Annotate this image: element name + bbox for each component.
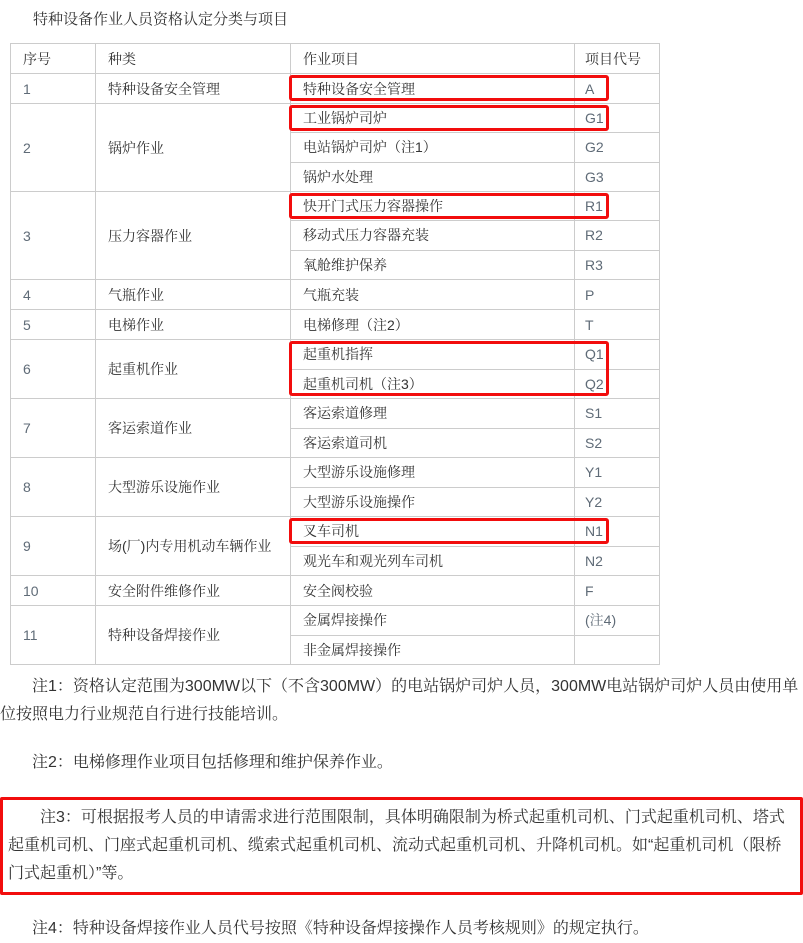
- code-cell: R1: [585, 198, 603, 215]
- code-cell: A: [585, 80, 595, 97]
- project-cell: 大型游乐设施修理: [291, 458, 575, 487]
- column-header: 项目代号: [585, 50, 641, 67]
- row-number-cell: 1: [11, 74, 96, 103]
- project-subrow: [291, 576, 659, 605]
- page-title: 特种设备作业人员资格认定分类与项目: [33, 11, 289, 28]
- project-cell: 非金属焊接操作: [291, 636, 575, 665]
- table-row: [11, 310, 659, 340]
- qualification-table: [10, 43, 660, 665]
- code-cell: P: [585, 286, 595, 303]
- project-cell: 气瓶充装: [291, 280, 575, 309]
- project-subrow: [291, 370, 659, 399]
- column-header: 种类: [96, 44, 291, 73]
- category-cell: 特种设备安全管理: [96, 74, 291, 103]
- table-row: [11, 340, 659, 399]
- code-cell: N2: [585, 552, 603, 569]
- project-subrow: [291, 133, 659, 162]
- project-subrow: [291, 488, 659, 517]
- table-row: [11, 606, 659, 664]
- row-number-cell: 7: [11, 399, 96, 457]
- table-row: [11, 192, 659, 280]
- project-subrow: [291, 280, 659, 309]
- code-cell: G1: [585, 110, 604, 127]
- table-row: [11, 399, 659, 458]
- project-cell: 移动式压力容器充装: [291, 221, 575, 249]
- column-header: 序号: [11, 44, 96, 73]
- page: [0, 8, 803, 937]
- project-cell: 观光车和观光列车司机: [291, 547, 575, 576]
- category-cell: 大型游乐设施作业: [96, 458, 291, 516]
- table-row: [11, 74, 659, 104]
- note-paragraph: 注4：特种设备焊接作业人员代号按照《特种设备焊接操作人员考核规则》的规定执行。: [32, 920, 649, 937]
- table-header-row: [11, 44, 659, 74]
- category-cell: 安全附件维修作业: [96, 576, 291, 605]
- note-highlight-box: 注3：可根据报考人员的申请需求进行范围限制，具体明确限制为桥式起重机司机、门式起重机司机、塔式起重机司机、门座式起重机司机、缆索式起重机司机、流动式起重机司机、升降机司机。如“起重机司机（限桥门式起重机）”等。: [0, 797, 803, 895]
- category-cell: 场(厂)内专用机动车辆作业: [96, 517, 291, 575]
- code-cell: G3: [585, 168, 604, 185]
- project-cell: 客运索道司机: [291, 429, 575, 458]
- row-number-cell: 8: [11, 458, 96, 516]
- code-cell: Q2: [585, 375, 604, 392]
- category-cell: 电梯作业: [96, 310, 291, 339]
- code-cell: R3: [585, 256, 603, 273]
- project-subrows: [291, 192, 659, 279]
- project-cell: 起重机司机（注3）: [291, 370, 575, 399]
- project-subrows: [291, 74, 659, 103]
- category-cell: 气瓶作业: [96, 280, 291, 309]
- code-cell: S2: [585, 434, 603, 451]
- note-paragraph: 注1：资格认定范围为300MW以下（不含300MW）的电站锅炉司炉人员，300MW电站锅炉司炉人员由使用单位按照电力行业规范自行进行技能培训。: [0, 678, 799, 723]
- project-subrows: [291, 104, 659, 191]
- column-header: 作业项目: [291, 44, 575, 73]
- project-cell: 锅炉水处理: [291, 163, 575, 191]
- project-subrows: [291, 458, 659, 516]
- note-paragraph: 注2：电梯修理作业项目包括修理和维护保养作业。: [32, 754, 393, 771]
- project-subrow: [291, 399, 659, 429]
- category-cell: 起重机作业: [96, 340, 291, 398]
- code-cell: Y1: [585, 464, 603, 481]
- project-subrows: [291, 517, 659, 575]
- project-subrows: [291, 606, 659, 664]
- code-cell: G2: [585, 139, 604, 156]
- project-cell: 叉车司机: [291, 517, 575, 546]
- project-subrows: [291, 576, 659, 605]
- project-subrow: [291, 192, 659, 221]
- project-subrows: [291, 399, 659, 457]
- category-cell: 压力容器作业: [96, 192, 291, 279]
- table-row: [11, 576, 659, 606]
- project-subrow: [291, 104, 659, 133]
- project-subrow: [291, 458, 659, 488]
- project-cell: 安全阀校验: [291, 576, 575, 605]
- project-subrow: [291, 163, 659, 191]
- project-subrows: [291, 310, 659, 339]
- project-subrows: [291, 280, 659, 309]
- code-cell: T: [585, 316, 594, 333]
- row-number-cell: 2: [11, 104, 96, 191]
- row-number-cell: 10: [11, 576, 96, 605]
- project-cell: 大型游乐设施操作: [291, 488, 575, 517]
- project-subrow: [291, 606, 659, 636]
- project-cell: 特种设备安全管理: [291, 74, 575, 103]
- table-row: [11, 280, 659, 310]
- project-subrow: [291, 340, 659, 370]
- code-cell: Q1: [585, 346, 604, 363]
- code-cell: N1: [585, 523, 603, 540]
- project-subrows: [291, 340, 659, 398]
- project-cell: 客运索道修理: [291, 399, 575, 428]
- project-subrow: [291, 74, 659, 103]
- category-cell: 锅炉作业: [96, 104, 291, 191]
- project-subrow: [291, 517, 659, 547]
- code-cell: Y2: [585, 493, 603, 510]
- project-subrow: [291, 251, 659, 279]
- project-subrow: [291, 310, 659, 339]
- code-cell: [575, 636, 659, 665]
- table-row: [11, 458, 659, 517]
- category-cell: 特种设备焊接作业: [96, 606, 291, 664]
- project-cell: 金属焊接操作: [291, 606, 575, 635]
- code-cell: F: [585, 582, 594, 599]
- row-number-cell: 3: [11, 192, 96, 279]
- project-subrow: [291, 636, 659, 665]
- row-number-cell: 5: [11, 310, 96, 339]
- project-subrow: [291, 547, 659, 576]
- row-number-cell: 9: [11, 517, 96, 575]
- project-subrow: [291, 221, 659, 250]
- table-row: [11, 104, 659, 192]
- code-cell: R2: [585, 227, 603, 244]
- project-cell: 起重机指挥: [291, 340, 575, 369]
- row-number-cell: 11: [11, 606, 96, 664]
- project-cell: 氧舱维护保养: [291, 251, 575, 279]
- project-cell: 电站锅炉司炉（注1）: [291, 133, 575, 161]
- code-cell: S1: [585, 405, 603, 422]
- category-cell: 客运索道作业: [96, 399, 291, 457]
- row-number-cell: 4: [11, 280, 96, 309]
- project-cell: 快开门式压力容器操作: [291, 192, 575, 220]
- notes-section: [0, 673, 803, 943]
- project-cell: 电梯修理（注2）: [291, 310, 575, 339]
- row-number-cell: 6: [11, 340, 96, 398]
- project-subrow: [291, 429, 659, 458]
- code-cell: (注4): [585, 612, 617, 629]
- project-cell: 工业锅炉司炉: [291, 104, 575, 132]
- table-row: [11, 517, 659, 576]
